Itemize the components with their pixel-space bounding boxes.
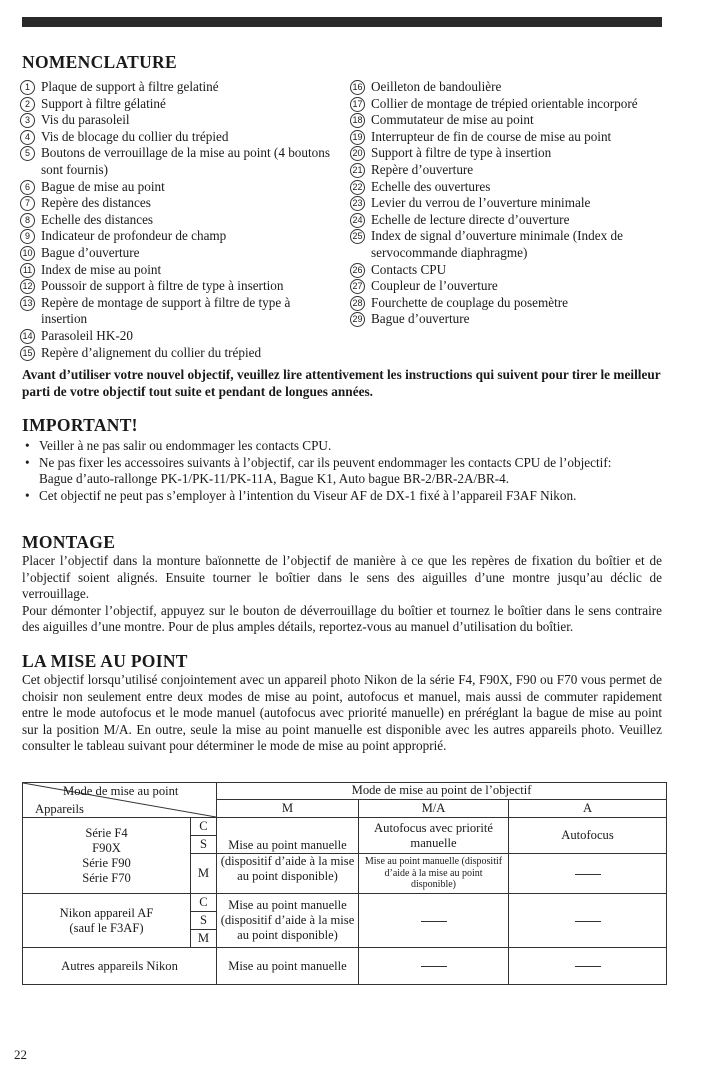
list-item: [350, 212, 665, 229]
list-item: [20, 179, 330, 196]
item-number-badge: 2: [20, 97, 35, 112]
important-list-cont: [22, 488, 662, 505]
list-item: [20, 345, 330, 362]
page-number: 22: [14, 1047, 27, 1062]
item-number-badge: 16: [350, 80, 365, 95]
item-number-badge: 6: [20, 180, 35, 195]
header-bar: [22, 17, 662, 27]
item-number-badge: 12: [20, 279, 35, 294]
corner-camera-label: Appareils: [35, 802, 84, 816]
item-label: Index de mise au point: [41, 261, 162, 277]
item-number-badge: 21: [350, 163, 365, 178]
nomenclature-left-column: [20, 79, 330, 361]
item-label: Echelle des distances: [41, 211, 154, 227]
item-label: Bague d’ouverture: [41, 244, 140, 260]
list-item: • Ne pas fixer les accessoires suivants à l’objectif, car ils peuvent endommager les contacts CPU de l’objectif:: [22, 455, 662, 472]
item-label: Contacts CPU: [371, 261, 447, 277]
montage-section: [22, 532, 662, 636]
focus-mode-table: [22, 782, 667, 985]
table-corner: [23, 783, 217, 818]
mode-m: M: [191, 930, 217, 948]
item-number-badge: 29: [350, 312, 365, 327]
item-number-badge: 15: [20, 346, 35, 361]
mode-c: C: [191, 818, 217, 836]
list-item: [20, 245, 330, 262]
list-item: [20, 262, 330, 279]
col-header-m: M: [217, 799, 359, 817]
item-label: Support à filtre de type à insertion: [371, 145, 552, 161]
list-item: • Veiller à ne pas salir ou endommager les contacts CPU.: [22, 438, 662, 455]
row3-a: [509, 948, 667, 985]
row1-ma-cs: Autofocus avec priorité manuelle: [359, 818, 509, 854]
item-number-badge: 19: [350, 130, 365, 145]
dash: [575, 921, 601, 922]
montage-title: MONTAGE: [22, 532, 116, 552]
list-item: [350, 96, 665, 113]
focus-title: LA MISE AU POINT: [22, 651, 188, 671]
list-item: [20, 212, 330, 229]
list-item: [350, 145, 665, 162]
dash: [575, 874, 601, 875]
item-label: Repère d’ouverture: [371, 161, 474, 177]
row2-a: [509, 894, 667, 948]
item-label: Parasoleil HK-20: [41, 327, 133, 343]
nomenclature-right-column: [350, 79, 665, 328]
item-number-badge: 11: [20, 263, 35, 278]
item-number-badge: 22: [350, 180, 365, 195]
item-number-badge: 20: [350, 146, 365, 161]
col-header-ma: M/A: [359, 799, 509, 817]
item-label: Coupleur de l’ouverture: [371, 278, 498, 294]
list-item: [20, 328, 330, 345]
item-label: Collier de montage de trépied orientable incorporé: [371, 95, 638, 111]
item-label: Commutateur de mise au point: [371, 112, 534, 128]
list-item: [20, 96, 330, 113]
mode-s: S: [191, 836, 217, 854]
focus-section: [22, 651, 662, 755]
nomenclature-title: NOMENCLATURE: [22, 52, 177, 72]
item-label: Poussoir de support à filtre de type à insertion: [41, 278, 284, 294]
list-item: [350, 195, 665, 212]
item-number-badge: 18: [350, 113, 365, 128]
list-item: [350, 79, 665, 96]
list-item: [20, 145, 330, 178]
mode-c: C: [191, 894, 217, 912]
item-number-badge: 1: [20, 80, 35, 95]
list-item: [350, 162, 665, 179]
item-number-badge: 7: [20, 196, 35, 211]
row2-m: Mise au point manuelle (dispositif d’aide à la mise au point disponible): [217, 894, 359, 948]
list-item: [350, 228, 665, 261]
row2-ma: [359, 894, 509, 948]
row1-m-cs: Mise au point manuelle: [217, 818, 359, 854]
item-number-badge: 4: [20, 130, 35, 145]
item-label: Fourchette de couplage du posemètre: [371, 294, 569, 310]
item-label: Bague d’ouverture: [371, 311, 470, 327]
montage-paragraph-2: Pour démonter l’objectif, appuyez sur le bouton de déverrouillage du boîtier et tournez le boîtier dans le sens contraire des aiguilles d’une montre. Pour de plus amples détails, reportez-vous au manuel d’utilisation du boîtier.: [22, 602, 662, 635]
item-number-badge: 14: [20, 329, 35, 344]
item-label: Indicateur de profondeur de champ: [41, 228, 227, 244]
item-number-badge: 8: [20, 213, 35, 228]
row1-cameras: [23, 818, 191, 894]
camera-name: Série F70: [82, 870, 131, 885]
row3-m: Mise au point manuelle: [217, 948, 359, 985]
item-number-badge: 23: [350, 196, 365, 211]
list-item: [350, 262, 665, 279]
item-number-badge: 28: [350, 296, 365, 311]
row3-ma: [359, 948, 509, 985]
item-label: Vis du parasoleil: [41, 112, 130, 128]
item-number-badge: 26: [350, 263, 365, 278]
item-label: Repère d’alignement du collier du trépied: [41, 344, 262, 360]
list-item: [20, 295, 330, 328]
item-number-badge: 10: [20, 246, 35, 261]
accessory-list: Bague d’auto-rallonge PK-1/PK-11/PK-11A, Bague K1, Auto bague BR-2/BR-2A/BR-4.: [39, 471, 510, 487]
list-item: [350, 278, 665, 295]
col-header-a: A: [509, 799, 667, 817]
camera-name: F90X: [92, 840, 121, 855]
list-item: [20, 228, 330, 245]
important-section: [22, 415, 662, 504]
item-number-badge: 27: [350, 279, 365, 294]
row1-a-m: [509, 854, 667, 894]
list-item: [20, 195, 330, 212]
item-label: Repère des distances: [41, 195, 151, 211]
item-label: Levier du verrou de l’ouverture minimale: [371, 195, 591, 211]
item-number-badge: 13: [20, 296, 35, 311]
row1-m-m: (dispositif d’aide à la mise au point disponible): [217, 854, 359, 894]
item-label: Plaque de support à filtre gelatiné: [41, 79, 219, 94]
dash: [421, 921, 447, 922]
item-label: Interrupteur de fin de course de mise au point: [371, 128, 612, 144]
list-item: [350, 112, 665, 129]
mode-m: M: [191, 854, 217, 894]
camera-name: Nikon appareil AF: [59, 905, 154, 920]
item-label: Index de signal d’ouverture minimale (Index de servocommande diaphragme): [371, 228, 623, 260]
item-number-badge: 9: [20, 229, 35, 244]
list-item: [20, 129, 330, 146]
item-label: Vis de blocage du collier du trépied: [41, 128, 229, 144]
montage-paragraph-1: Placer l’objectif dans la monture baïonnette de l’objectif de manière à ce que les repères de fixation du boîtier et de l’objectif soient alignés. Ensuite tourner le boîtier dans le sens des aiguilles d’une montre jusqu’au déclic de verrouillage.: [22, 553, 662, 602]
nomenclature-section: [22, 52, 662, 73]
focus-paragraph: Cet objectif lorsqu’utilisé conjointement avec un appareil photo Nikon de la série F4, F90X, F90 ou F70 vous permet de choisir non seulement entre deux modes de mise au point, autofocus et manuel, mais aussi de commuter rapidement entre le mode autofocus et le mode manuel (autofocus avec priorité manuelle) en préréglant la bague de mise au point sur la position M/A. En outre, seule la mise au point manuelle est disponible avec les autres appareils photo. Veuillez consulter le tableau suivant pour déterminer le mode de mise au point approprié.: [22, 672, 662, 754]
row3-camera: Autres appareils Nikon: [23, 948, 217, 985]
mode-s: S: [191, 912, 217, 930]
table-group-header: Mode de mise au point de l’objectif: [217, 783, 667, 800]
list-item: [350, 179, 665, 196]
item-number-badge: 3: [20, 113, 35, 128]
important-title: IMPORTANT!: [22, 415, 138, 435]
item-label: Oeilleton de bandoulière: [371, 79, 502, 94]
item-number-badge: 5: [20, 146, 35, 161]
important-list: [22, 438, 662, 471]
item-number-badge: 17: [350, 97, 365, 112]
list-item: [20, 112, 330, 129]
row1-ma-m: Mise au point manuelle (dispositif d’aide à la mise au point disponible): [359, 854, 509, 894]
camera-name: (sauf le F3AF): [69, 920, 144, 935]
list-item: [350, 295, 665, 312]
row2-cameras: [23, 894, 191, 948]
item-label: Support à filtre gélatiné: [41, 95, 166, 111]
corner-mode-label: Mode de mise au point: [63, 784, 179, 798]
list-item: [20, 79, 330, 96]
row1-a-cs: Autofocus: [509, 818, 667, 854]
item-number-badge: 24: [350, 213, 365, 228]
list-item: [20, 278, 330, 295]
item-label: Boutons de verrouillage de la mise au point (4 boutons sont fournis): [41, 145, 330, 177]
camera-name: Série F90: [82, 855, 131, 870]
item-label: Echelle de lecture directe d’ouverture: [371, 211, 570, 227]
dash: [575, 966, 601, 967]
item-label: Echelle des ouvertures: [371, 178, 491, 194]
list-item: [350, 311, 665, 328]
list-item: • Cet objectif ne peut pas s’employer à l’intention du Viseur AF de DX-1 fixé à l’appareil F3AF Nikon.: [22, 488, 662, 505]
item-label: Bague de mise au point: [41, 178, 165, 194]
intro-lead: Avant d’utiliser votre nouvel objectif, veuillez lire attentivement les instructions qui suivent pour tirer le meilleur parti de votre objectif tout suite et pendant de longues années.: [22, 367, 661, 399]
list-item: [350, 129, 665, 146]
item-label: Repère de montage de support à filtre de type à insertion: [41, 294, 291, 327]
dash: [421, 966, 447, 967]
camera-name: Série F4: [85, 825, 128, 840]
item-number-badge: 25: [350, 229, 365, 244]
